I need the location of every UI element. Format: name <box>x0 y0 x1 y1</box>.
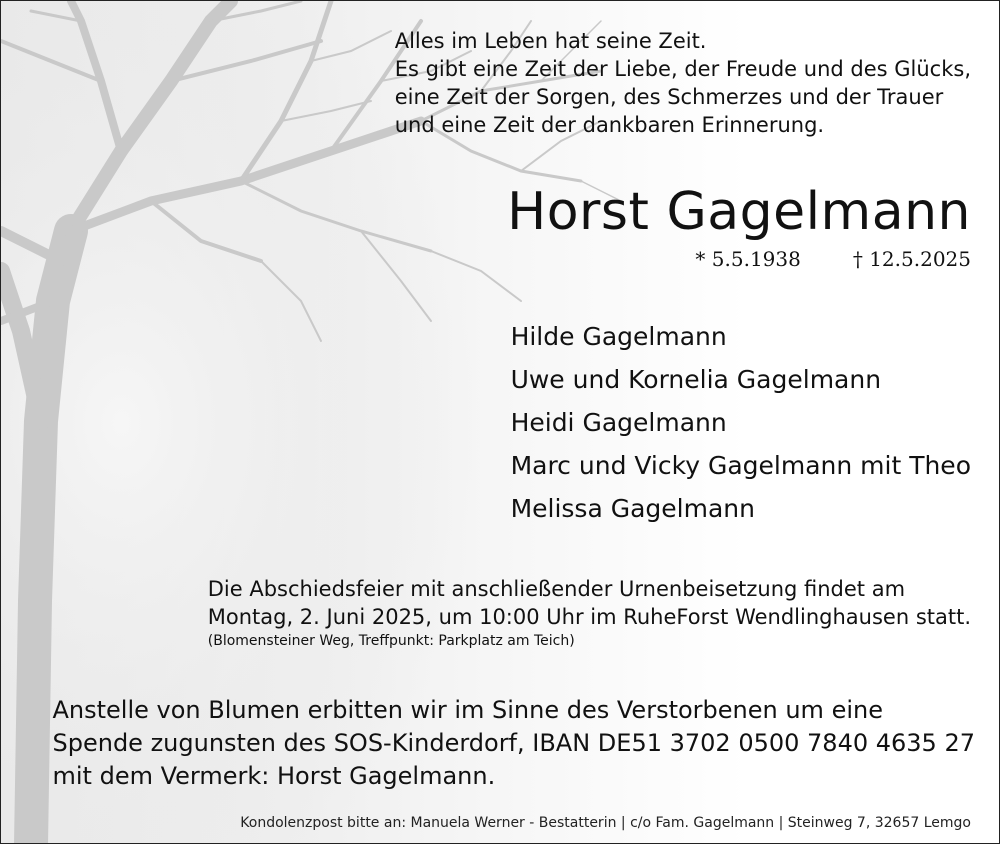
donation-request <box>53 694 976 793</box>
donation-line: Spende zugunsten des SOS-Kinderdorf, IBAN DE51 3702 0500 7840 4635 27 <box>52 729 975 757</box>
ceremony-line: Die Abschiedsfeier mit anschließender Urnenbeisetzung findet am <box>207 577 906 601</box>
death-date: † 12.5.2025 <box>852 247 971 271</box>
mourner-name: Uwe und Kornelia Gagelmann <box>510 365 882 394</box>
donation-line: mit dem Vermerk: Horst Gagelmann. <box>52 762 496 790</box>
condolence-address: Kondolenzpost bitte an: Manuela Werner - Bestatterin | c/o Fam. Gagelmann | Steinweg 7, 32657 Lemgo <box>240 815 971 831</box>
mourner-name: Hilde Gagelmann <box>510 322 727 351</box>
mourner-name: Heidi Gagelmann <box>510 408 727 437</box>
ceremony-info <box>208 575 971 651</box>
ceremony-location-note: (Blomensteiner Weg, Treffpunkt: Parkplatz am Teich) <box>207 633 575 649</box>
mourner-name: Marc und Vicky Gagelmann mit Theo <box>510 451 971 480</box>
mourner-name: Melissa Gagelmann <box>510 494 755 523</box>
poem-line: Alles im Leben hat seine Zeit. <box>394 29 707 53</box>
birth-date: * 5.5.1938 <box>695 247 801 271</box>
donation-line: Anstelle von Blumen erbitten wir im Sinne des Verstorbenen um eine <box>52 696 883 724</box>
poem-line: eine Zeit der Sorgen, des Schmerzes und der Trauer <box>394 85 944 109</box>
deceased-name: Horst Gagelmann <box>507 182 971 242</box>
mourners-list <box>511 315 971 530</box>
poem-line: und eine Zeit der dankbaren Erinnerung. <box>394 113 825 137</box>
ceremony-line: Montag, 2. Juni 2025, um 10:00 Uhr im RuheForst Wendlinghausen statt. <box>207 605 971 629</box>
poem <box>395 27 971 139</box>
poem-line: Es gibt eine Zeit der Liebe, der Freude und des Glücks, <box>394 57 971 81</box>
life-dates <box>695 247 971 271</box>
